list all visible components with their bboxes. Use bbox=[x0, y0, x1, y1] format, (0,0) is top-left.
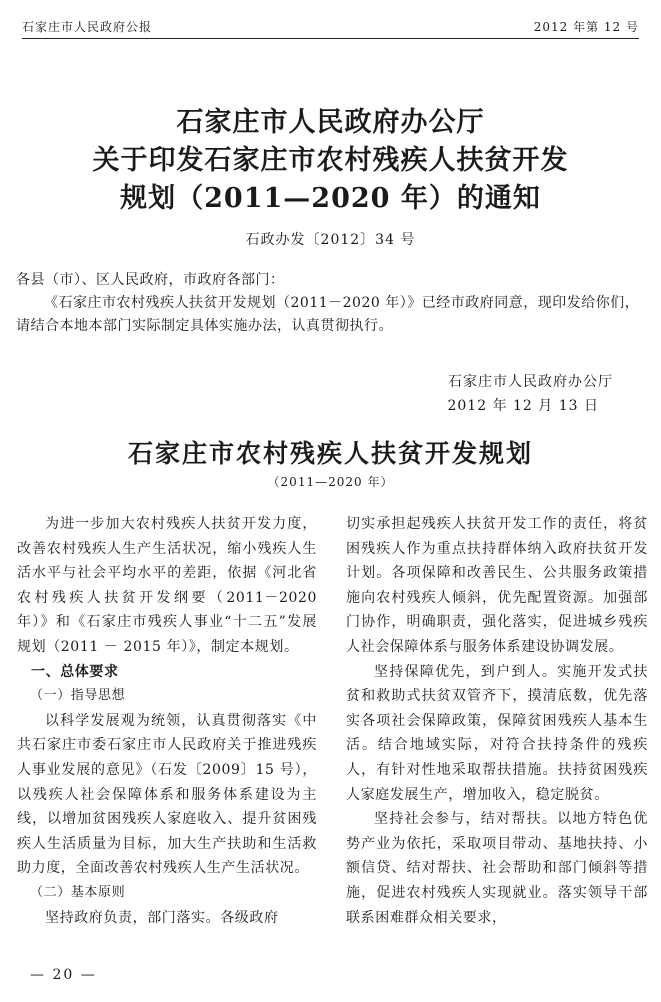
notice-title-line-1: 石家庄市人民政府办公厅 bbox=[176, 107, 485, 138]
notice-title bbox=[0, 104, 661, 218]
paragraph: 坚持政府负责，部门落实。各级政府 bbox=[45, 909, 279, 926]
section-heading: 一、总体要求 bbox=[31, 663, 119, 680]
subsection-heading: （二）基本原则 bbox=[30, 884, 126, 900]
subsection-heading: （一）指导思想 bbox=[30, 688, 126, 704]
page-number: — 20 — bbox=[30, 967, 97, 983]
signature-organization: 石家庄市人民政府办公厅 bbox=[448, 374, 613, 390]
publication-name: 石家庄市人民政府公报 bbox=[22, 20, 153, 34]
plan-period: （2011—2020 年） bbox=[267, 475, 394, 489]
paragraph: 坚持保障优先，到户到人。实施开发式扶贫和救助式扶贫双管齐下，摸清底数，优先落实各项社会保障政策，保障贫困残疾人基本生活。结合地域实际，对符合扶持条件的残疾人，有针对性地采取帮扶措施。扶持贫困残疾人家庭发展生产，增加收入，稳定脱贫。 bbox=[346, 663, 648, 803]
paragraph: 坚持社会参与，结对帮扶。以地方特色优势产业为依托，采取项目带动、基地扶持、小额信贷、结对帮扶、社会帮助和部门倾斜等措施，促进农村残疾人实现就业。落实领导干部联系困难群众相关要求， bbox=[346, 811, 648, 926]
signature-date: 2012 年 12 月 13 日 bbox=[447, 398, 599, 414]
right-column bbox=[346, 512, 648, 930]
paragraph-continued: 切实承担起残疾人扶贫开发工作的责任，将贫困残疾人作为重点扶持群体纳入政府扶贫开发计划。各项保障和改善民生、公共服务政策措施向农村残疾人倾斜，优先配置资源。加强部门协作，明确职责，强化落实，促进城乡残疾人社会保障体系与服务体系建设协调发展。 bbox=[346, 516, 648, 655]
plan-title: 石家庄市农村残疾人扶贫开发规划 bbox=[127, 439, 533, 468]
left-column bbox=[17, 512, 317, 930]
page-header bbox=[22, 14, 639, 39]
paragraph: 为进一步加大农村残疾人扶贫开发力度，改善农村残疾人生产生活状况，缩小残疾人生活水平与社会平均水平的差距，依据《河北省农村残疾人扶贫开发纲要（2011－2020 年）》和《石家庄市残疾人事业“十二五”发展规划（2011 － 2015 年）》，制定本规划。 bbox=[17, 516, 317, 655]
notice-title-line-2: 关于印发石家庄市农村残疾人扶贫开发 bbox=[92, 145, 569, 176]
document-number: 石政办发〔2012〕34 号 bbox=[245, 232, 416, 248]
addressee: 各县（市）、区人民政府，市政府各部门： bbox=[16, 272, 285, 288]
issue-number: 2012 年第 12 号 bbox=[533, 20, 639, 34]
notice-title-line-3: 规划（2011—2020 年）的通知 bbox=[120, 183, 541, 214]
notice-body: 《石家庄市农村残疾人扶贫开发规划（2011－2020 年）》已经市政府同意，现印发给你们，请结合本地本部门实际制定具体实施办法，认真贯彻执行。 bbox=[16, 295, 640, 334]
paragraph: 以科学发展观为统领，认真贯彻落实《中共石家庄市委石家庄市人民政府关于推进残疾人事业发展的意见》（石发〔2009〕15 号），以残疾人社会保障体系和服务体系建设为主线，以增加贫困残疾人家庭收入、提升贫困残疾人生活质量为目标，加大生产扶助和生活救助力度，全面改善农村残疾人生产生活状况。 bbox=[17, 712, 317, 877]
